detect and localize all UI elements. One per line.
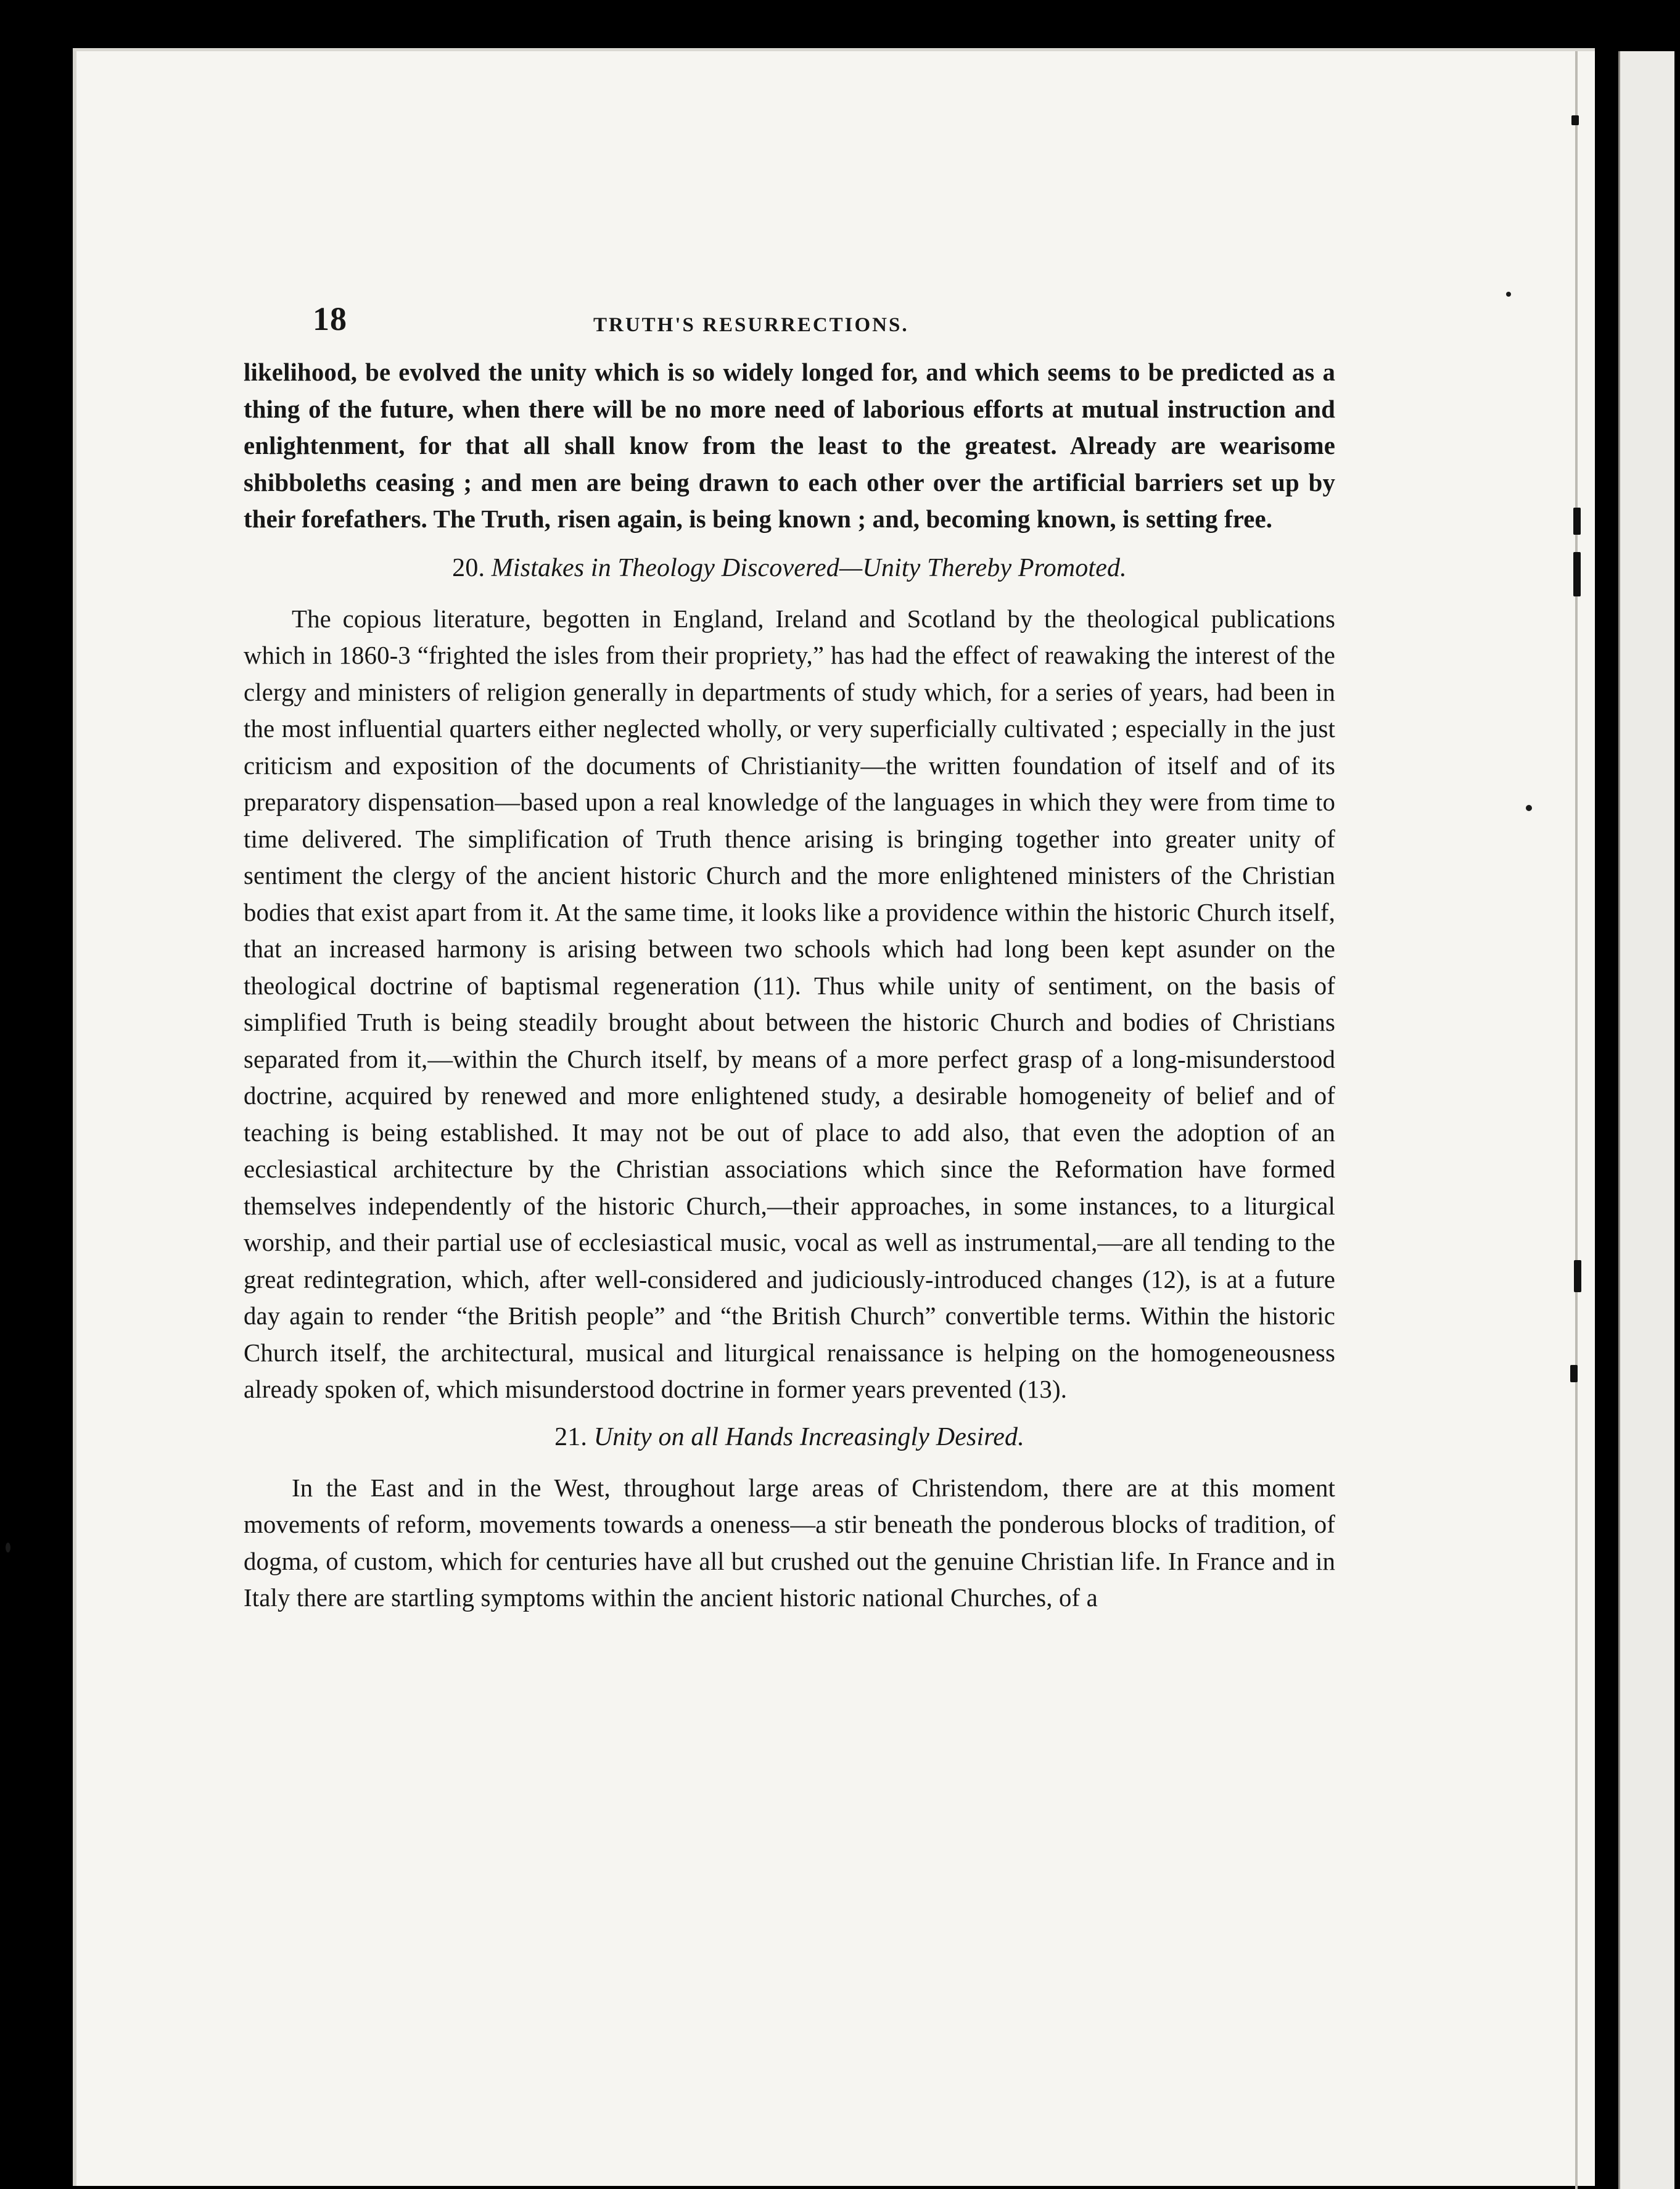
scan-speck [6, 1543, 10, 1552]
section-title-21: Unity on all Hands Increasingly Desired. [593, 1422, 1024, 1451]
section-body-21: In the East and in the West, throughout large areas of Christendom, there are at this moment movements of reform, movements towards a oneness—a stir beneath the ponderous blocks of tradition, of dogma, of custom, which for centuries have all but crushed out the genuine Christian life. In France and in Italy there are startling symptoms within the ancient historic national Churches, of a [244, 1474, 1335, 1612]
binding-mark [1573, 508, 1581, 535]
section-heading-20 [244, 550, 1335, 586]
page-header [313, 296, 1335, 352]
binding-mark [1570, 1365, 1578, 1382]
page-fold-line [1575, 51, 1578, 2189]
opening-paragraph: likelihood, be evolved the unity which is so widely longed for, and which seems to be predicted as a thing of the future, when there will be no more need of laborious efforts at mutual instruction and enlightenment, for that all shall know from the least to the greatest. Already are wearisome shibboleths ceasing ; and men are being drawn to each other over the artificial barriers set up by their forefathers. The Truth, risen again, is being known ; and, becoming known, is setting free. [244, 358, 1335, 533]
scan-speck [1506, 292, 1511, 297]
section-heading-21 [244, 1419, 1335, 1455]
page-text [244, 296, 1335, 1617]
running-head: TRUTH'S RESURRECTIONS. [593, 314, 909, 336]
adjacent-page-edge [1618, 51, 1674, 2189]
section-body-20: The copious literature, begotten in England, Ireland and Scotland by the theological publications which in 1860-3 “frighted the isles from their propriety,” has had the effect of reawaking the interest of the clergy and ministers of religion generally in departments of study which, for a series of years, had been in the most influential quarters either neglected wholly, or very superficially cultivated ; especially in the just criticism and exposition of the documents of Christianity—the written foundation of itself and of its preparatory dispensation—based upon a real knowledge of the languages in which they were from time to time delivered. The simplification of Truth thence arising is bringing together into greater unity of sentiment the clergy of the ancient historic Church and the more enlightened ministers of the Christian bodies that exist apart from it. At the same time, it looks like a providence within the historic Church itself, that an increased harmony is arising between two schools which had long been kept asunder on the theological doctrine of baptismal regeneration (11). Thus while unity of sentiment, on the basis of simplified Truth is being steadily brought about between the historic Church and bodies of Christians separated from it,—within the Church itself, by means of a more perfect grasp of a long-misunderstood doctrine, acquired by renewed and more enlightened study, a desirable homogeneity of belief and of teaching is being established. It may not be out of place to add also, that even the adoption of an ecclesiastical architecture by the Christian associations which since the Reformation have formed themselves independently of the historic Church,—their approaches, in some instances, to a liturgical worship, and their partial use of ecclesiastical music, vocal as well as instrumental,—are all tending to the great redintegration, which, after well-considered and judiciously-introduced changes (12), is at a future day again to render “the British people” and “the British Church” convertible terms. Within the historic Church itself, the architectural, musical and liturgical renaissance is helping on the homogeneousness already spoken of, which misunderstood doctrine in former years prevented (13). [244, 604, 1335, 1403]
scan-speck [1526, 805, 1532, 811]
binding-mark [1571, 115, 1579, 125]
section-number-20: 20. [452, 553, 485, 582]
binding-mark [1573, 552, 1581, 596]
binding-mark [1574, 1260, 1581, 1292]
page-number: 18 [313, 300, 347, 337]
section-title-20: Mistakes in Theology Discovered—Unity Thereby Promoted. [491, 553, 1127, 582]
section-number-21: 21. [554, 1422, 588, 1451]
